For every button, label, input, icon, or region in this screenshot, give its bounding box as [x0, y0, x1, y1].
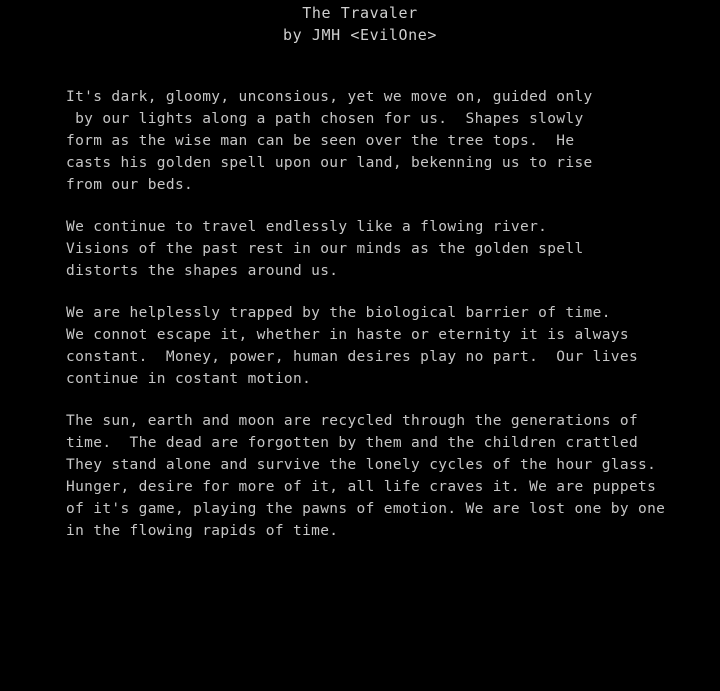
stanza [66, 86, 700, 196]
stanza [66, 216, 700, 282]
stanza [66, 302, 700, 390]
poem-line: constant. Money, power, human desires play no part. Our lives [66, 349, 639, 365]
document-title: The Travaler [302, 4, 418, 22]
poem-body [0, 86, 720, 542]
poem-line: form as the wise man can be seen over the tree tops. He [66, 133, 575, 149]
stanza [66, 410, 700, 542]
poem-line: The sun, earth and moon are recycled through the generations of [66, 413, 639, 429]
poem-line: of it's game, playing the pawns of emotion. We are lost one by one [66, 501, 666, 517]
poem-line: casts his golden spell upon our land, bekenning us to rise [66, 155, 593, 171]
poem-line: Hunger, desire for more of it, all life craves it. We are puppets [66, 479, 657, 495]
poem-line: Visions of the past rest in our minds as the golden spell [66, 241, 584, 257]
poem-line: distorts the shapes around us. [66, 263, 339, 279]
poem-line: time. The dead are forgotten by them and the children crattled [66, 435, 639, 451]
poem-line: We are helplessly trapped by the biological barrier of time. [66, 305, 611, 321]
poem-line: continue in costant motion. [66, 371, 312, 387]
poem-line: We connot escape it, whether in haste or eternity it is always [66, 327, 629, 343]
poem-line: by our lights along a path chosen for us. Shapes slowly [66, 111, 584, 127]
document-byline: by JMH <EvilOne> [282, 26, 438, 44]
poem-line: It's dark, gloomy, unconsious, yet we move on, guided only [66, 89, 593, 105]
poem-line: from our beds. [66, 177, 194, 193]
poem-line: We continue to travel endlessly like a flowing river. [66, 219, 548, 235]
poem-line: They stand alone and survive the lonely cycles of the hour glass. [66, 457, 657, 473]
poem-line: in the flowing rapids of time. [66, 523, 339, 539]
title-block [0, 0, 720, 46]
